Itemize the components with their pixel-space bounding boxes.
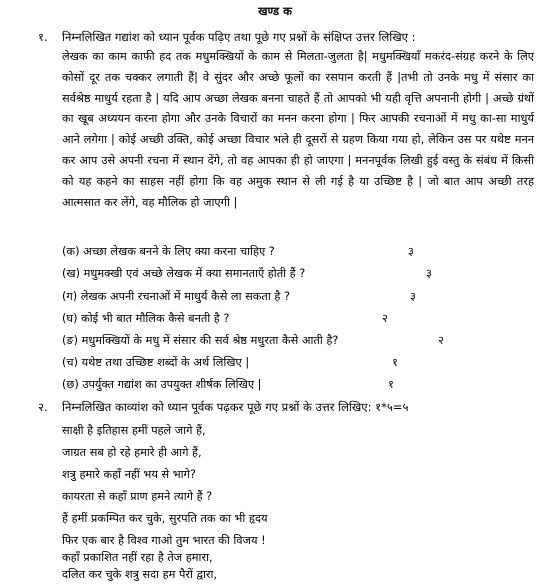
subquestion-gha-marks: २	[382, 312, 388, 325]
poem-line: कहाँ प्रकाशित नहीं रहा है तेज हमारा,	[62, 551, 213, 564]
poem-line: दलित कर चुके शत्रु सदा हम पैरों द्वारा,	[62, 568, 218, 581]
subquestion-chha-marks: १	[388, 378, 394, 391]
subquestion-kha: (ख) मधुमक्खी एवं अच्छे लेखक में क्या समानताएँ होती हैं ?	[62, 267, 306, 280]
subquestion-ka-marks: ३	[408, 245, 414, 258]
poem-line: जाग्रत सब हो रहे हमारे ही आगे हैं,	[62, 446, 202, 459]
subquestion-kha-marks: ३	[426, 267, 432, 280]
question-1-number: १.	[38, 30, 48, 44]
section-title: खण्ड क	[258, 4, 292, 18]
poem-line: साक्षी है इतिहास हमीं पहले जागे हैं,	[62, 424, 206, 437]
subquestion-chha: (छ) उपर्युक्त गद्यांश का उपयुक्त शीर्षक लिखिए |	[62, 378, 262, 391]
poem-line: फिर एक बार है विश्व गाओ तुम भारत की विजय !	[62, 534, 266, 547]
subquestion-gha: (घ) कोई भी बात मौलिक कैसे बनती है ?	[62, 312, 230, 325]
question-1-passage: लेखक का काम काफी हद तक मधुमक्खियों के काम से मिलता-जुलता है| मधुमक्खियाँ मकरंद-संग्रह करने के लिए कोसों दूर तक चक्कर लगाती हैं| वे सुंदर और अच्छे फूलों का रसपान करती हैं |तभी तो उनके मधु में संसार का सर्वश्रेष्ठ माधुर्य रहता है | यदि आप अच्छा लेखक बनना चाहते हैं तो आपको भी यही वृत्ति अपनानी होगी | अच्छे ग्रंथों का खूब अध्ययन करना होगा और उनके विचारों का मनन करना होगा | फिर आपकी रचनाओं में मधु का-सा माधुर्य आने लगेगा | कोई अच्छी उक्ति, कोई अच्छा विचार भले ही दूसरों से ग्रहण किया गया हो, लेकिन उस पर यथेष्ट मनन कर आप उसे अपनी रचना में स्थान देंगे, तो वह आपका ही हो जाएगा | मननपूर्वक लिखी हुई वस्तु के संबंध में किसी को यह कहने का साहस नहीं होगा कि वह अमुक स्थान से ली गई है या उच्छिष्ट है | जो बात आप अच्छी तरह आत्मसात कर लेंगे, वह मौलिक हो जाएगी |	[62, 50, 534, 209]
subquestion-ka: (क) अच्छा लेखक बनने के लिए क्या करना चाहिए ?	[62, 245, 275, 258]
subquestion-ga: (ग) लेखक अपनी रचनाओं में माधुर्य कैसे ला सकता है ?	[62, 290, 290, 303]
subquestion-nga-marks: २	[438, 334, 444, 347]
subquestion-cha-marks: १	[392, 356, 398, 369]
poem-line: शत्रु हमारे कहाँ नहीं भय से भागे?	[62, 468, 196, 481]
subquestion-cha: (च) यथेष्ट तथा उच्छिष्ट शब्दों के अर्थ लिखिए |	[62, 356, 250, 369]
poem-line: हैं हमीं प्रकम्पित कर चुके, सुरपति तक का भी हृदय	[62, 512, 268, 525]
question-2-number: २.	[38, 400, 48, 414]
subquestion-nga: (ङ) मधुमक्खियों के मधु में संसार की सर्व श्रेष्ठ मधुरता कैसे आती है?	[62, 334, 339, 347]
question-2-instruction: निम्नलिखित काव्यांश को ध्यान पूर्वक पढ़कर पूछे गए प्रश्नों के उत्तर लिखिए: १*५=५	[62, 400, 409, 414]
question-1-instruction: निम्नलिखित गद्यांश को ध्यान पूर्वक पढ़िए तथा पूछे गए प्रश्नों के संक्षिप्त उत्तर लिखिए :	[62, 30, 416, 44]
poem-line: कायरता से कहाँ प्राण हमने त्यागे हैं ?	[62, 490, 213, 503]
subquestion-ga-marks: ३	[410, 290, 416, 303]
